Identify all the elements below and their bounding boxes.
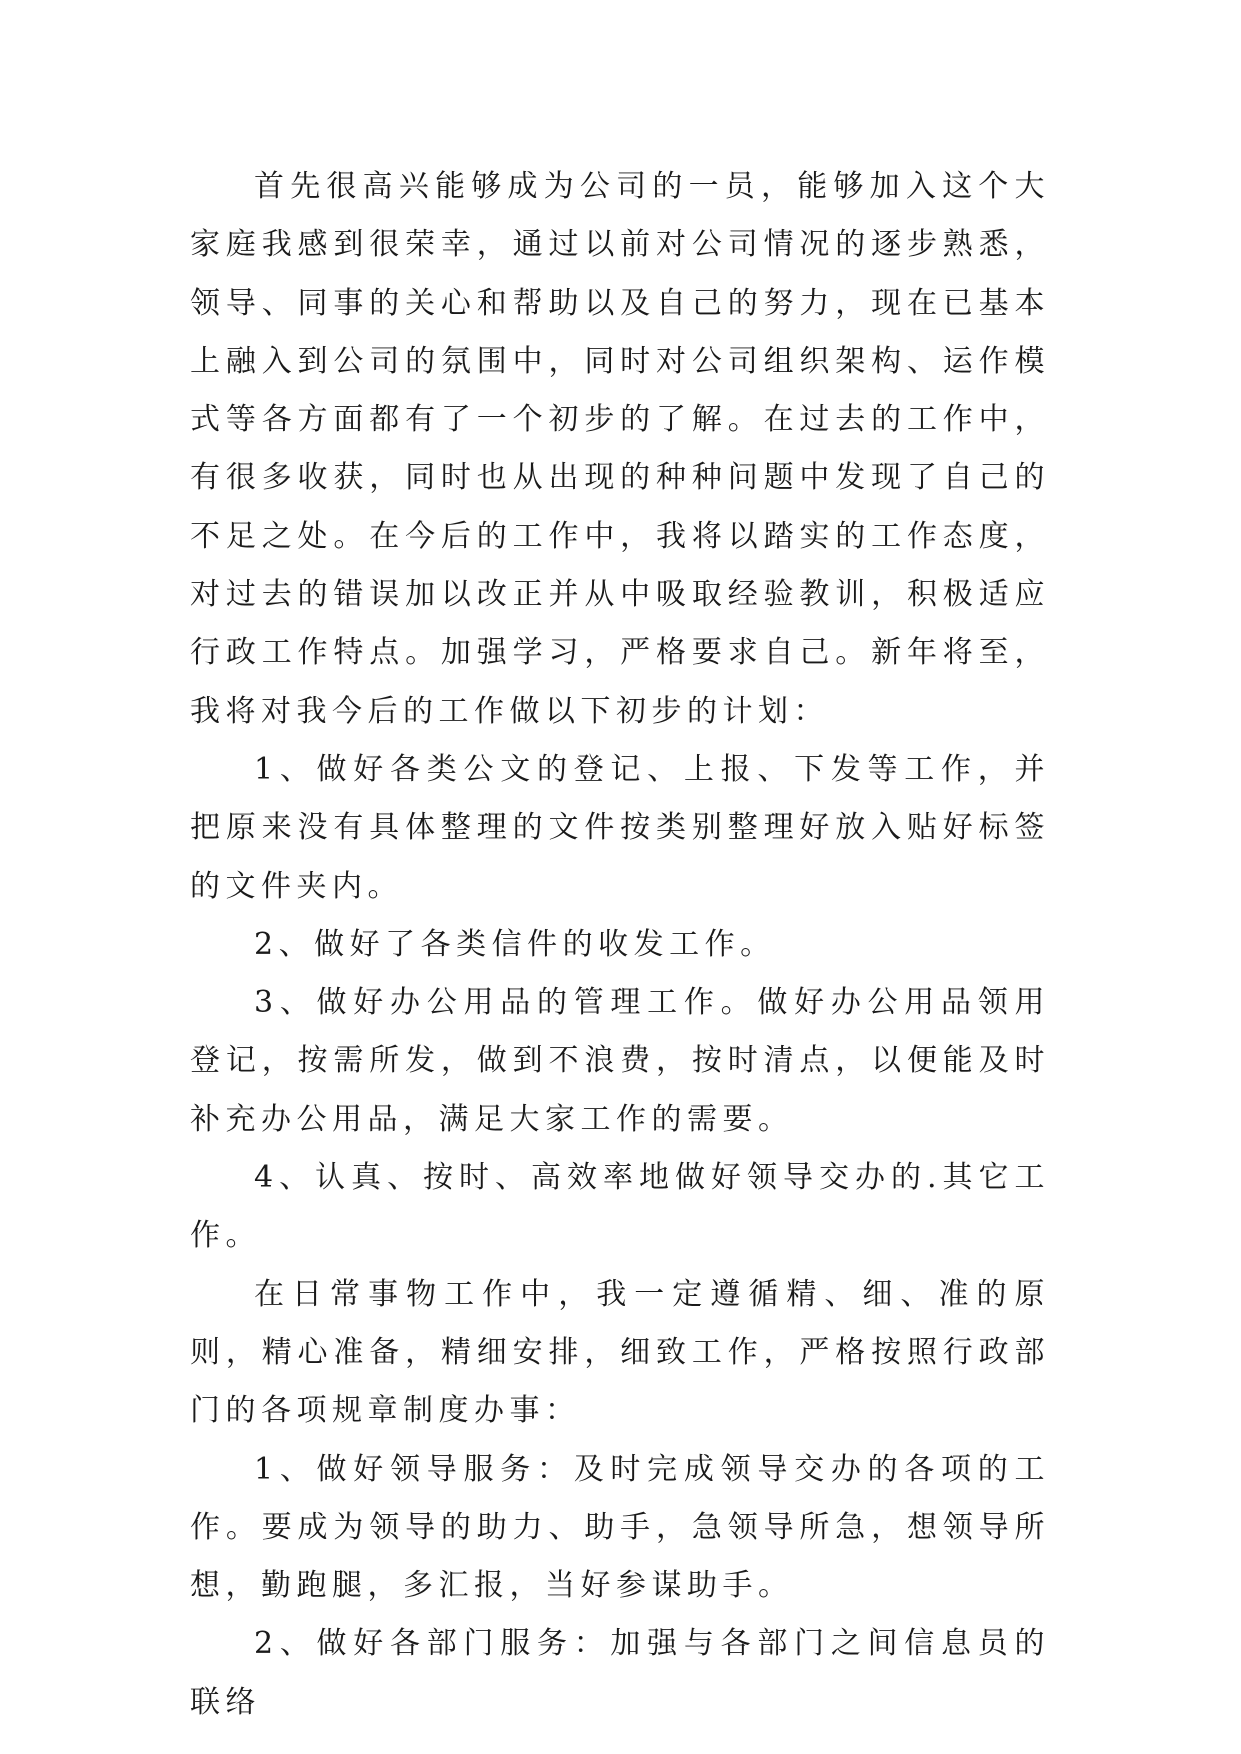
document-body: [190, 158, 1050, 1732]
paragraph-plan-2: 2、做好了各类信件的收发工作。: [254, 926, 776, 962]
paragraph-principles: 在日常事物工作中，我一定遵循精、细、准的原则，精心准备，精细安排，细致工作，严格按照行政部门的各项规章制度办事：: [190, 1276, 1050, 1429]
paragraph-plan-1: 1、做好各类公文的登记、上报、下发等工作，并把原来没有具体整理的文件按类别整理好放入贴好标签的文件夹内。: [190, 751, 1050, 904]
paragraph-service-1: 1、做好领导服务：及时完成领导交办的各项的工作。要成为领导的助力、助手，急领导所急，想领导所想，勤跑腿，多汇报，当好参谋助手。: [190, 1451, 1050, 1604]
paragraph-plan-3: 3、做好办公用品的管理工作。做好办公用品领用登记，按需所发，做到不浪费，按时清点，以便能及时补充办公用品，满足大家工作的需要。: [190, 985, 1050, 1137]
paragraph-intro: 首先很高兴能够成为公司的一员，能够加入这个大家庭我感到很荣幸，通过以前对公司情况的逐步熟悉，领导、同事的关心和帮助以及自己的努力，现在已基本上融入到公司的氛围中，同时对公司组织架构、运作模式等各方面都有了一个初步的了解。在过去的工作中，有很多收获，同时也从出现的种种问题中发现了自己的不足之处。在今后的工作中，我将以踏实的工作态度，对过去的错误加以改正并从中吸取经验教训，积极适应行政工作特点。加强学习，严格要求自己。新年将至，我将对我今后的工作做以下初步的计划：: [190, 169, 1050, 729]
paragraph-plan-4: 4、认真、按时、高效率地做好领导交办的.其它工作。: [190, 1160, 1050, 1254]
paragraph-service-2: 2、做好各部门服务：加强与各部门之间信息员的联络: [190, 1626, 1050, 1720]
